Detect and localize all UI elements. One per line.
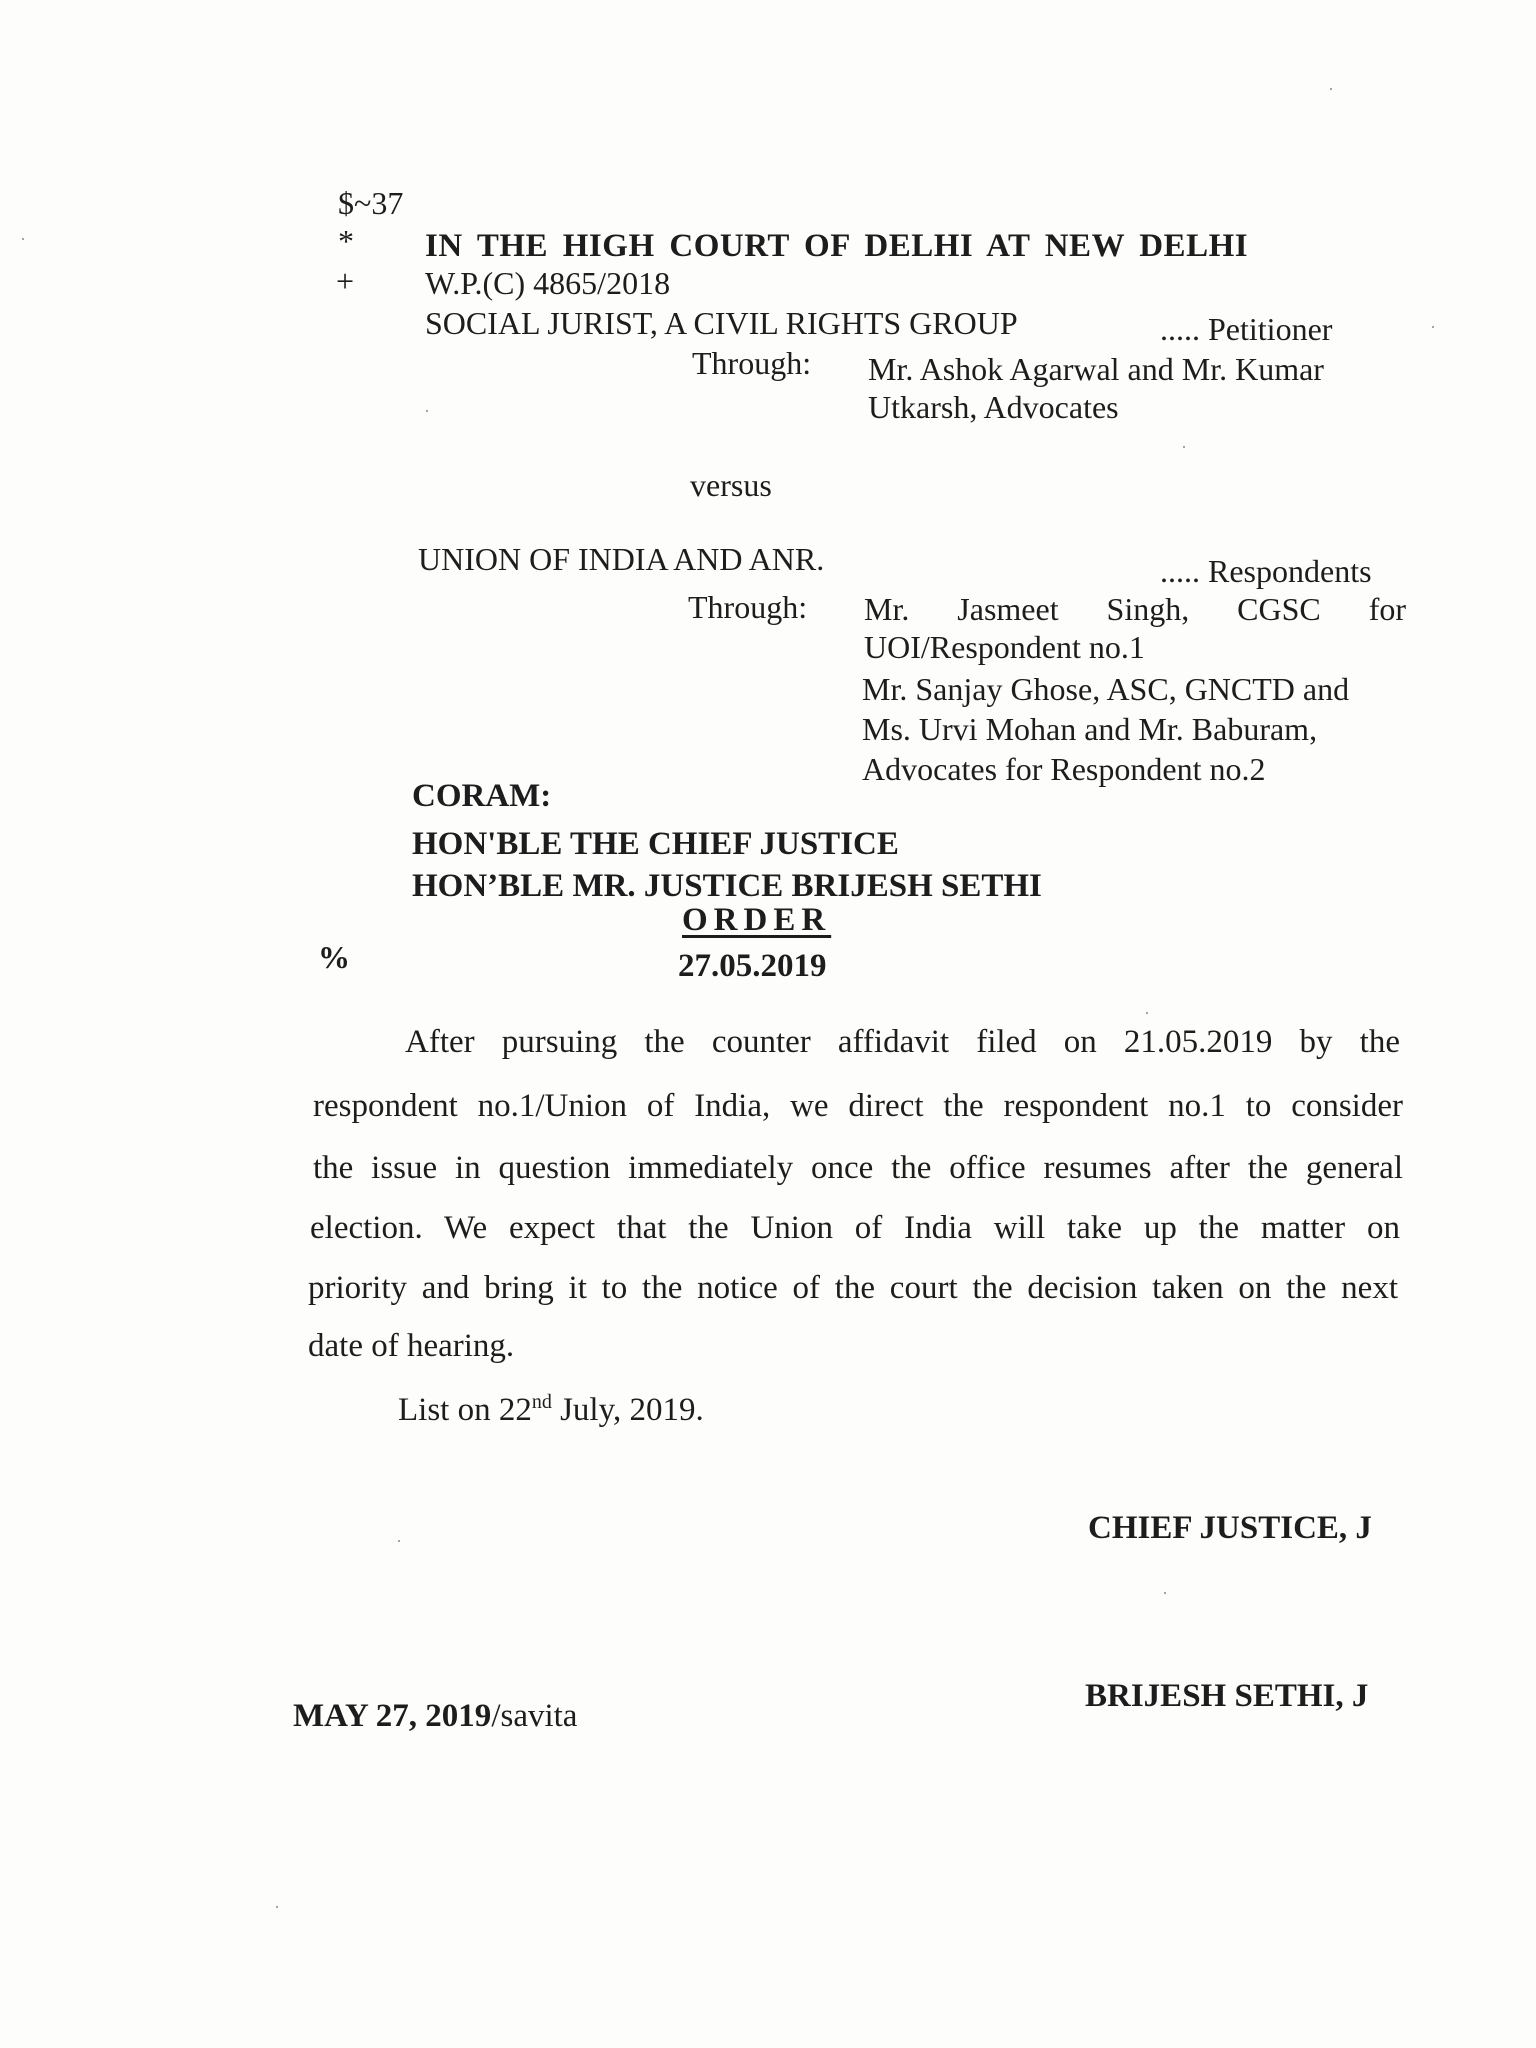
respondents-role: ..... Respondents [1160, 553, 1372, 589]
petitioner-name: SOCIAL JURIST, A CIVIL RIGHTS GROUP [425, 305, 1018, 341]
coram-judge: HON'BLE THE CHIEF JUSTICE [412, 826, 899, 862]
respondents-counsel-line: UOI/Respondent no.1 [864, 629, 1145, 665]
scan-speck [1432, 326, 1434, 328]
respondents-counsel-line: Mr. Sanjay Ghose, ASC, GNCTD and [862, 671, 1350, 707]
petitioner-role: ..... Petitioner [1160, 311, 1333, 347]
bench-mark: $~37 [338, 185, 404, 221]
order-body-line: priority and bring it to the notice of the court the decision taken on the next [308, 1270, 1398, 1306]
order-body-line: election. We expect that the Union of India will take up the matter on [310, 1210, 1400, 1246]
order-heading: ORDER [682, 902, 832, 938]
order-body-line: date of hearing. [308, 1328, 515, 1364]
scan-speck [1330, 88, 1332, 90]
case-number: W.P.(C) 4865/2018 [425, 265, 671, 301]
respondents-name: UNION OF INDIA AND ANR. [418, 541, 825, 577]
respondents-through-label: Through: [688, 589, 808, 625]
respondents-counsel-line: Mr. Jasmeet Singh, CGSC for [864, 591, 1406, 627]
listing-ordinal: nd [531, 1391, 552, 1413]
scan-speck [426, 410, 428, 412]
signature-chief-justice: CHIEF JUSTICE, J [1088, 1510, 1372, 1546]
scan-speck [22, 238, 24, 240]
respondents-counsel-line: Advocates for Respondent no.2 [862, 751, 1266, 787]
scan-speck [276, 1906, 278, 1908]
listing-suffix: July, 2019. [551, 1392, 704, 1428]
petitioner-counsel-line: Mr. Ashok Agarwal and Mr. Kumar [868, 351, 1324, 387]
plus-mark: + [336, 263, 355, 299]
percent-mark: % [318, 939, 350, 975]
signature-brijesh-sethi: BRIJESH SETHI, J [1085, 1678, 1369, 1714]
order-body-line: After pursuing the counter affidavit filed on 21.05.2019 by the [405, 1024, 1400, 1060]
petitioner-counsel-line: Utkarsh, Advocates [868, 389, 1119, 425]
footer-initials: /savita [491, 1698, 578, 1734]
order-body-line: respondent no.1/Union of India, we direct the respondent no.1 to consider [313, 1088, 1403, 1124]
listing-line [398, 1390, 704, 1430]
scan-speck [398, 1540, 400, 1542]
scan-speck [1164, 1592, 1166, 1594]
coram-judge: HON’BLE MR. JUSTICE BRIJESH SETHI [412, 868, 1042, 904]
court-title: IN THE HIGH COURT OF DELHI AT NEW DELHI [425, 228, 1249, 264]
scan-speck [1183, 446, 1185, 448]
order-body-line: the issue in question immediately once the office resumes after the general [313, 1150, 1403, 1186]
petitioner-through-label: Through: [692, 345, 812, 381]
star-mark: * [338, 223, 354, 259]
scan-speck [1146, 1012, 1148, 1014]
footer-date-initials [293, 1696, 577, 1736]
coram-label: CORAM: [412, 778, 552, 814]
listing-prefix: List on 22 [398, 1392, 532, 1428]
versus-label: versus [690, 467, 772, 503]
order-date: 27.05.2019 [678, 948, 827, 984]
respondents-counsel-line: Ms. Urvi Mohan and Mr. Baburam, [862, 711, 1318, 747]
footer-date: MAY 27, 2019 [293, 1698, 492, 1734]
